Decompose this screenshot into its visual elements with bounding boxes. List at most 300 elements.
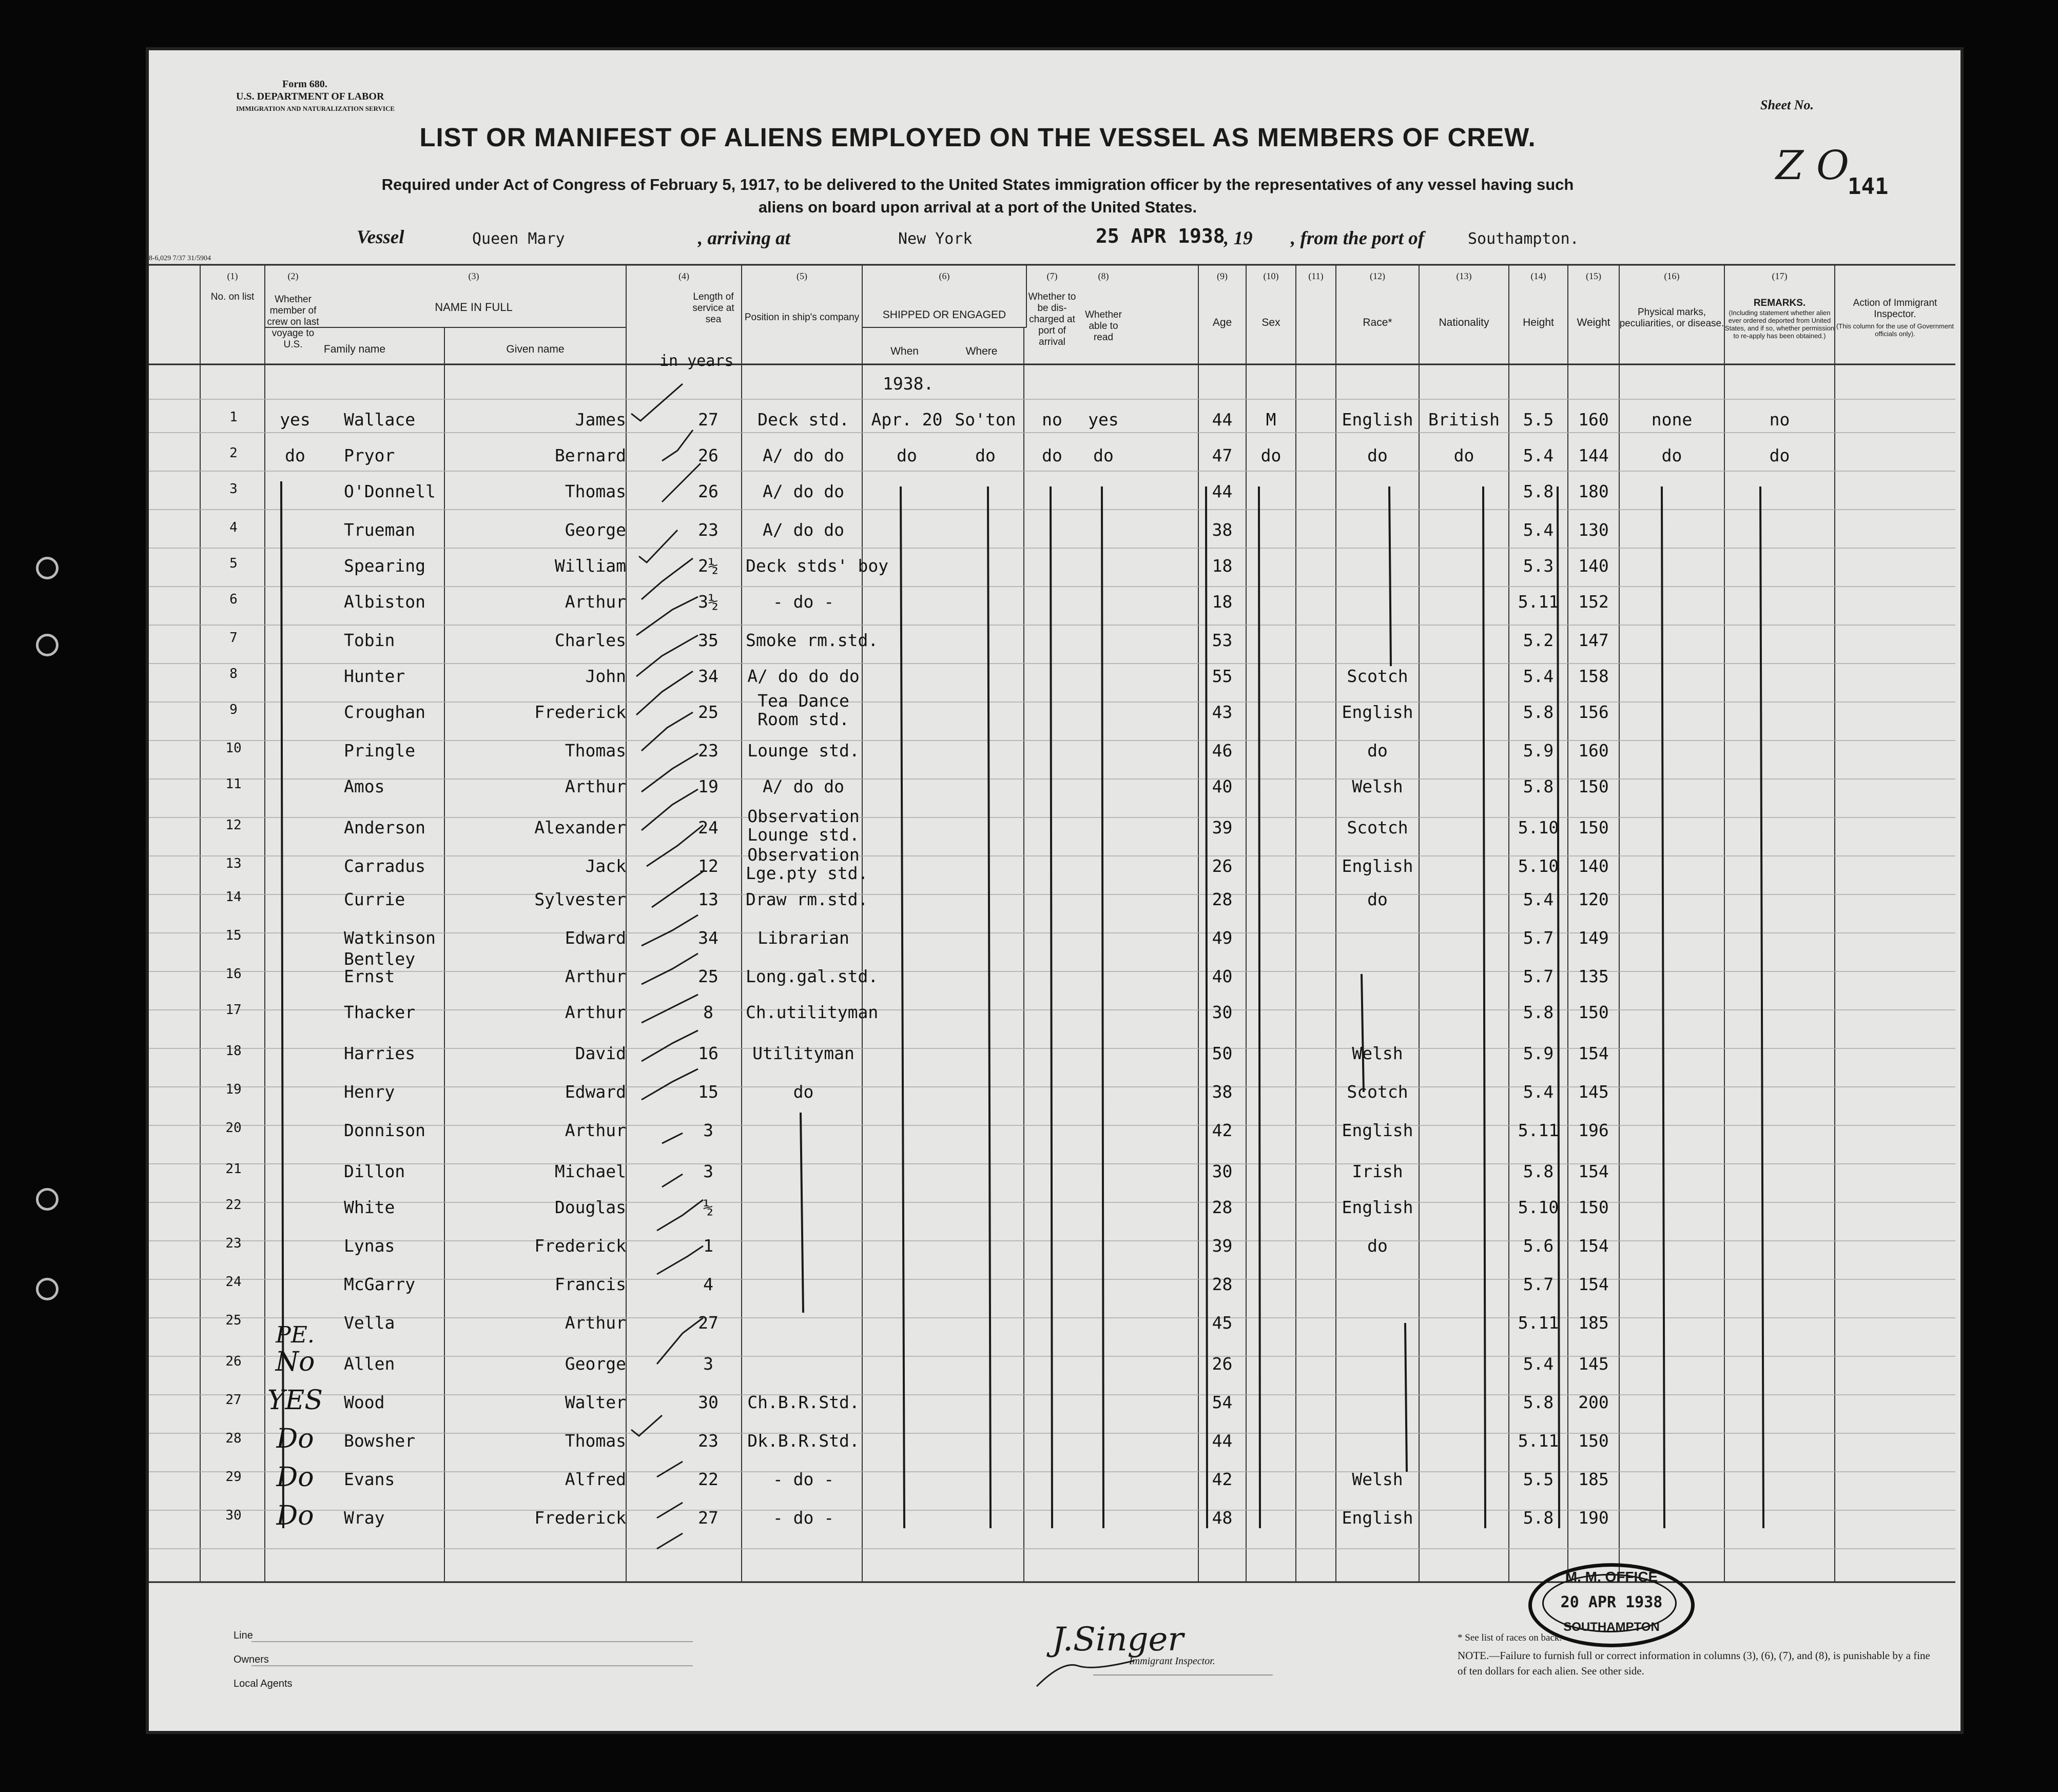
row-number: 17 [225, 1002, 242, 1018]
position: do [793, 1082, 814, 1102]
weight: 160 [1578, 741, 1609, 761]
weight: 145 [1578, 1354, 1609, 1374]
race: Scotch [1347, 666, 1408, 686]
binder-hole [36, 634, 59, 656]
age: 43 [1212, 702, 1233, 722]
remarks: no [1769, 410, 1790, 430]
race: do [1367, 741, 1388, 761]
position: - do - [772, 1469, 834, 1489]
weight: 154 [1578, 1043, 1609, 1063]
penalty-note: NOTE.—Failure to furnish full or correct information in columns (3), (6), (7), and (8), is punishable by a fine of ten dollars for each alien. See other side. [1458, 1649, 1930, 1677]
race: English [1342, 856, 1413, 876]
weight: 150 [1578, 817, 1609, 837]
able-to-read: do [1093, 445, 1114, 465]
row-number: 16 [225, 966, 242, 982]
header-length-of-service: Length of service at sea [692, 291, 734, 325]
family-name: Albiston [344, 592, 425, 612]
age: 26 [1212, 1354, 1233, 1374]
manifest-page [149, 50, 1960, 1731]
family-name: Watkinson [344, 928, 436, 948]
header-physical-marks: Physical marks, peculiarities, or disease. [1619, 307, 1724, 329]
inspector-signature: J.Singer [1052, 1621, 1183, 1659]
position: Observation [747, 806, 860, 826]
family-name: Ernst [344, 966, 395, 986]
position: Ch.B.R.Std. [747, 1392, 860, 1412]
age: 55 [1212, 666, 1233, 686]
row-number: 8 [229, 666, 238, 681]
family-name: Donnison [344, 1120, 425, 1140]
row-number: 7 [229, 630, 238, 646]
length-of-service: 23 [698, 520, 719, 540]
office-stamp [1528, 1563, 1695, 1647]
header-given-name: Given name [506, 343, 565, 355]
weight: 150 [1578, 1431, 1609, 1451]
length-of-service: 19 [698, 776, 719, 796]
nationality: do [1453, 445, 1474, 465]
age: 30 [1212, 1002, 1233, 1022]
given-name: Thomas [565, 481, 626, 501]
header-weight: Weight [1577, 317, 1610, 328]
age: 53 [1212, 630, 1233, 650]
age: 28 [1212, 1274, 1233, 1294]
family-name: Allen [344, 1354, 395, 1374]
length-of-service: 8 [703, 1002, 713, 1022]
race: do [1367, 445, 1388, 465]
length-of-service: 23 [698, 741, 719, 761]
length-of-service: 2½ [698, 556, 719, 576]
binder-hole [36, 557, 59, 579]
family-name: Dillon [344, 1161, 405, 1181]
row-number: 10 [225, 741, 242, 756]
stamp-date: 20 APR 1938 [1560, 1593, 1663, 1611]
length-of-service: ½ [703, 1197, 713, 1217]
position: Draw rm.std. [746, 889, 868, 909]
length-of-service: 13 [698, 889, 719, 909]
age: 44 [1212, 481, 1233, 501]
race: English [1342, 1197, 1413, 1217]
page-title: LIST OR MANIFEST OF ALIENS EMPLOYED ON THE VESSEL AS MEMBERS OF CREW. [419, 123, 1536, 152]
weight: 190 [1578, 1508, 1609, 1528]
header-where: Where [965, 345, 998, 357]
age: 38 [1212, 520, 1233, 540]
given-name: Douglas [554, 1197, 626, 1217]
arrival-date-stamp: 25 APR 1938 [1096, 225, 1225, 247]
position: - do - [772, 592, 834, 612]
position: Smoke rm.std. [746, 630, 879, 650]
position: A/ do do [763, 520, 844, 540]
race: Scotch [1347, 817, 1408, 837]
col-number: (13) [1456, 271, 1472, 281]
position: Ch.utilityman [746, 1002, 879, 1022]
previous-voyage: do [285, 445, 305, 465]
age: 39 [1212, 1236, 1233, 1256]
family-name: Carradus [344, 856, 425, 876]
age: 49 [1212, 928, 1233, 948]
length-of-service: 24 [698, 817, 719, 837]
vessel-name: Queen Mary [472, 230, 565, 248]
length-of-service: 27 [698, 1313, 719, 1333]
height: 5.4 [1523, 666, 1554, 686]
family-name: Bowsher [344, 1431, 416, 1451]
length-of-service: 16 [698, 1043, 719, 1063]
year-label: , 19 [1224, 228, 1253, 249]
position: Tea Dance [758, 691, 849, 711]
position: Long.gal.std. [746, 966, 879, 986]
length-of-service: 15 [698, 1082, 719, 1102]
position: - do - [772, 1508, 834, 1528]
family-name: Tobin [344, 630, 395, 650]
previous-voyage-note: PE. [276, 1322, 315, 1348]
col-number: (17) [1772, 271, 1788, 281]
given-name: Frederick [534, 1508, 626, 1528]
length-of-service: 35 [698, 630, 719, 650]
header-when-where [862, 346, 1024, 357]
line-label: Line [234, 1630, 253, 1641]
header-name-in-full: NAME IN FULL [435, 301, 513, 314]
race: do [1367, 889, 1388, 909]
row-number: 27 [225, 1392, 242, 1408]
previous-voyage: Do [276, 1462, 314, 1493]
row-number: 23 [225, 1236, 242, 1251]
family-name: O'Donnell [344, 481, 436, 501]
weight: 145 [1578, 1082, 1609, 1102]
sheet-number-stamp: 141 [1848, 173, 1889, 200]
age: 30 [1212, 1161, 1233, 1181]
given-name: William [554, 556, 626, 576]
family-name-correction: Bentley [344, 949, 416, 969]
length-of-service: 3½ [698, 592, 719, 612]
previous-voyage: Do [276, 1501, 314, 1531]
family-name: Harries [344, 1043, 416, 1063]
family-name: Wallace [344, 410, 416, 430]
shipped-when: do [897, 445, 917, 465]
race: do [1367, 1236, 1388, 1256]
family-name: Vella [344, 1313, 395, 1333]
family-name: Trueman [344, 520, 416, 540]
row-number: 13 [225, 856, 242, 871]
length-of-service: 1 [703, 1236, 713, 1256]
height: 5.4 [1523, 1354, 1554, 1374]
height: 5.9 [1523, 741, 1554, 761]
given-name: Michael [554, 1161, 626, 1181]
weight: 196 [1578, 1120, 1609, 1140]
able-to-read: yes [1088, 410, 1119, 430]
given-name: Edward [565, 928, 626, 948]
weight: 150 [1578, 776, 1609, 796]
given-name: Thomas [565, 1431, 626, 1451]
col-number: (15) [1586, 271, 1601, 281]
age: 40 [1212, 776, 1233, 796]
previous-voyage: No [275, 1347, 315, 1377]
weight: 154 [1578, 1161, 1609, 1181]
age: 44 [1212, 1431, 1233, 1451]
row-number: 12 [225, 817, 242, 833]
col-number: (10) [1263, 271, 1279, 281]
col-number: (4) [678, 271, 689, 281]
length-of-service: 3 [703, 1354, 713, 1374]
previous-voyage: yes [280, 410, 310, 430]
form-number: Form 680. [282, 79, 327, 90]
position: Dk.B.R.Std. [747, 1431, 860, 1451]
given-name: Arthur [565, 1120, 626, 1140]
height: 5.4 [1523, 520, 1554, 540]
races-note: * See list of races on back. [1458, 1632, 1562, 1643]
weight: 144 [1578, 445, 1609, 465]
length-of-service: 27 [698, 1508, 719, 1528]
header-nationality: Nationality [1439, 317, 1489, 328]
row-number: 6 [229, 592, 238, 607]
weight: 135 [1578, 966, 1609, 986]
race: Welsh [1352, 1043, 1403, 1063]
age: 47 [1212, 445, 1233, 465]
subtitle-line-1: Required under Act of Congress of February 5, 1917, to be delivered to the United States immigration officer by the representatives of any vessel having such [381, 176, 1574, 193]
height: 5.10 [1518, 856, 1559, 876]
col-number: (12) [1370, 271, 1385, 281]
weight: 185 [1578, 1469, 1609, 1489]
family-name: Croughan [344, 702, 425, 722]
age: 38 [1212, 1082, 1233, 1102]
height: 5.8 [1523, 702, 1554, 722]
family-name: Amos [344, 776, 385, 796]
length-of-service: 27 [698, 410, 719, 430]
weight: 154 [1578, 1274, 1609, 1294]
from-port-label: , from the port of [1291, 228, 1425, 249]
age: 45 [1212, 1313, 1233, 1333]
height: 5.8 [1523, 1161, 1554, 1181]
header-shipped-engaged: SHIPPED OR ENGAGED [882, 309, 1006, 321]
race: English [1342, 410, 1413, 430]
given-name: George [565, 520, 626, 540]
subtitle-line-2: aliens on board upon arrival at a port of the United States. [758, 198, 1197, 216]
given-name: Bernard [554, 445, 626, 465]
from-port: Southampton. [1468, 230, 1579, 248]
footer-rules [251, 1640, 713, 1686]
weight: 160 [1578, 410, 1609, 430]
department-name: U.S. DEPARTMENT OF LABOR [236, 91, 384, 102]
age: 28 [1212, 889, 1233, 909]
length-of-service: 23 [698, 1431, 719, 1451]
age: 39 [1212, 817, 1233, 837]
binder-hole [36, 1188, 59, 1211]
age: 42 [1212, 1469, 1233, 1489]
owners-label: Owners [234, 1654, 269, 1665]
length-of-service: 3 [703, 1120, 713, 1140]
col-number: (2) [287, 271, 299, 281]
height: 5.8 [1523, 481, 1554, 501]
position: A/ do do [763, 776, 844, 796]
row-number: 4 [229, 520, 238, 535]
row-number: 19 [225, 1082, 242, 1097]
height: 5.2 [1523, 630, 1554, 650]
height: 5.7 [1523, 928, 1554, 948]
race: Irish [1352, 1161, 1403, 1181]
race: Welsh [1352, 1469, 1403, 1489]
row-number: 11 [225, 776, 242, 792]
weight: 152 [1578, 592, 1609, 612]
header-family-name: Family name [323, 343, 386, 355]
length-of-service: 22 [698, 1469, 719, 1489]
col-number: (1) [227, 271, 238, 281]
row-number: 15 [225, 928, 242, 943]
vessel-label: Vessel [357, 227, 404, 248]
header-inspector-action: Action of Immigrant Inspector. [1853, 298, 1937, 320]
arriving-port: New York [898, 230, 973, 248]
given-name: Arthur [565, 1002, 626, 1022]
height: 5.8 [1523, 776, 1554, 796]
col-number: (11) [1308, 271, 1324, 281]
col-number: (5) [797, 271, 807, 281]
header-discharged: Whether to be dis-charged at port of arrival [1028, 291, 1076, 347]
family-name: Evans [344, 1469, 395, 1489]
family-name: McGarry [344, 1274, 416, 1294]
row-number: 2 [229, 445, 238, 461]
given-name: James [575, 410, 626, 430]
family-name: Pringle [344, 741, 416, 761]
previous-voyage: Do [276, 1424, 314, 1454]
remarks: do [1769, 445, 1790, 465]
shipped-where: So'ton [955, 410, 1016, 430]
race: Welsh [1352, 776, 1403, 796]
binder-hole [36, 1278, 59, 1300]
height: 5.11 [1518, 1313, 1559, 1333]
discharged: no [1042, 410, 1062, 430]
height: 5.4 [1523, 889, 1554, 909]
col-number: (9) [1217, 271, 1228, 281]
weight: 130 [1578, 520, 1609, 540]
row-number: 26 [225, 1354, 242, 1369]
col-number: (3) [468, 271, 479, 281]
row-number: 5 [229, 556, 238, 571]
family-name: Henry [344, 1082, 395, 1102]
age: 44 [1212, 410, 1233, 430]
stamp-bottom-text: SOUTHAMPTON [1563, 1620, 1660, 1634]
shipped-year: 1938. [883, 374, 934, 394]
inspector-label: Immigrant Inspector. [1129, 1655, 1215, 1667]
age: 50 [1212, 1043, 1233, 1063]
height: 5.4 [1523, 1082, 1554, 1102]
given-name: Arthur [565, 776, 626, 796]
height: 5.5 [1523, 410, 1554, 430]
age: 46 [1212, 741, 1233, 761]
header-race: Race* [1363, 317, 1392, 328]
position: Deck std. [758, 410, 849, 430]
given-name: Thomas [565, 741, 626, 761]
family-name: Lynas [344, 1236, 395, 1256]
length-of-service: 25 [698, 966, 719, 986]
weight: 158 [1578, 666, 1609, 686]
height: 5.10 [1518, 817, 1559, 837]
age: 54 [1212, 1392, 1233, 1412]
row-number: 18 [225, 1043, 242, 1059]
length-of-service: 12 [698, 856, 719, 876]
given-name: Frederick [534, 1236, 626, 1256]
given-name: Alfred [565, 1469, 626, 1489]
weight: 120 [1578, 889, 1609, 909]
arriving-label: , arriving at [698, 228, 790, 249]
length-of-service: 34 [698, 928, 719, 948]
height: 5.8 [1523, 1508, 1554, 1528]
height: 5.6 [1523, 1236, 1554, 1256]
given-name: Walter [565, 1392, 626, 1412]
given-name: Frederick [534, 702, 626, 722]
weight: 150 [1578, 1002, 1609, 1022]
race: English [1342, 1120, 1413, 1140]
height: 5.7 [1523, 966, 1554, 986]
family-name: Spearing [344, 556, 425, 576]
shipped-where: do [975, 445, 996, 465]
service-unit: in years [659, 352, 734, 370]
col-number: (8) [1098, 271, 1109, 281]
family-name: Wray [344, 1508, 385, 1528]
weight: 185 [1578, 1313, 1609, 1333]
header-previous-voyage: Whether member of crew on last voyage to U.S. [267, 294, 319, 350]
weight: 156 [1578, 702, 1609, 722]
height: 5.11 [1518, 1120, 1559, 1140]
length-of-service: 25 [698, 702, 719, 722]
given-name: Arthur [565, 1313, 626, 1333]
given-name: Charles [554, 630, 626, 650]
age: 42 [1212, 1120, 1233, 1140]
given-name: Jack [585, 856, 626, 876]
position-line-2: Lounge std. [747, 825, 860, 845]
age: 18 [1212, 556, 1233, 576]
length-of-service: 34 [698, 666, 719, 686]
sheet-handwritten: Z O [1776, 143, 1849, 189]
row-number: 30 [225, 1508, 242, 1523]
weight: 200 [1578, 1392, 1609, 1412]
weight: 150 [1578, 1197, 1609, 1217]
height: 5.7 [1523, 1274, 1554, 1294]
height: 5.5 [1523, 1469, 1554, 1489]
position: Lounge std. [747, 741, 860, 761]
position: Observation [747, 845, 860, 865]
position: Librarian [758, 928, 849, 948]
height: 5.4 [1523, 445, 1554, 465]
row-number: 9 [229, 702, 238, 717]
col-number: (7) [1046, 271, 1058, 281]
header-no-on-list: No. on list [210, 291, 255, 302]
family-name: Hunter [344, 666, 405, 686]
family-name: Thacker [344, 1002, 416, 1022]
weight: 180 [1578, 481, 1609, 501]
row-number: 29 [225, 1469, 242, 1485]
row-number: 14 [225, 889, 242, 905]
discharged: do [1042, 445, 1062, 465]
service-name: IMMIGRATION AND NATURALIZATION SERVICE [236, 105, 395, 112]
age: 40 [1212, 966, 1233, 986]
shipped-when: Apr. 20 [871, 410, 943, 430]
family-name: Currie [344, 889, 405, 909]
family-name: Pryor [344, 445, 395, 465]
given-name: George [565, 1354, 626, 1374]
given-name: Arthur [565, 966, 626, 986]
age: 26 [1212, 856, 1233, 876]
family-name: White [344, 1197, 395, 1217]
weight: 147 [1578, 630, 1609, 650]
sheet-label: Sheet No. [1760, 98, 1814, 112]
family-name: Wood [344, 1392, 385, 1412]
given-name: John [585, 666, 626, 686]
row-number: 20 [225, 1120, 242, 1136]
height: 5.10 [1518, 1197, 1559, 1217]
given-name: Sylvester [534, 889, 626, 909]
given-name: Francis [554, 1274, 626, 1294]
row-number: 22 [225, 1197, 242, 1213]
physical-marks: none [1651, 410, 1693, 430]
height: 5.11 [1518, 592, 1559, 612]
header-remarks: REMARKS. [1753, 298, 1806, 308]
height: 5.11 [1518, 1431, 1559, 1451]
